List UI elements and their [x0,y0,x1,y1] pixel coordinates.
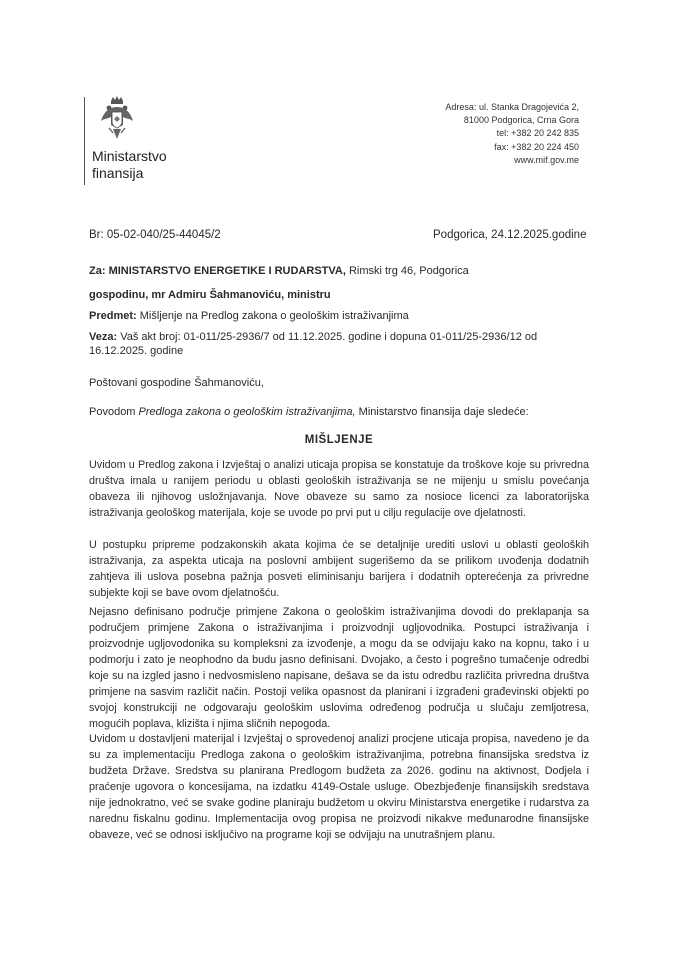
subject-label: Predmet: [89,310,137,322]
body-paragraph-3: Nejasno definisano područje primjene Zakona o geološkim istraživanjima dovodi do preklapanja sa područjem primjene Zakona o istraživanjima i proizvodnji ugljovodnika. Postupci istraživanja i proizvodnje ugljovodonika su kompleksni za izvođenje, a mogu da se odvijaju kako na kopnu, tako i u podmorju i zato je neophodno da budu jasno definisani. Dvojako, a često i pogrešno tumačenje odredbi koje su na izgled jasno i nedvosmisleno napisane, dešava se da istu odredbu različita privredna društva primjene na sasvim različit način. Postoji velika opasnost da planirani i izgrađeni građevinski objekti po svojoj konstrukciji ne odgovaraju geološkim uslovima određenog područja u slučaju zemljotresa, mogućih poplava, klizišta i njima sličnih nepogoda. [89,606,589,730]
recipient-label: Za: [89,265,106,277]
intro-sentence [89,406,529,418]
addressee-line [89,288,589,302]
intro-suffix: Ministarstvo finansija daje sledeće: [355,406,529,418]
document-title: MIŠLJENJE [304,434,374,446]
address-website: www.mif.gov.me [514,154,579,165]
recipient-address: Rimski trg 46, Podgorica [345,265,469,277]
logo-divider [84,97,85,185]
subject-line [89,309,589,323]
recipient-name: MINISTARSTVO ENERGETIKE I RUDARSTVA, [108,265,346,277]
link-text: Vaš akt broj: 01-011/25-2936/7 od 11.12.2025. godine i dopuna 01-011/25-2936/12 od 16.12.2025. godine [89,331,538,357]
link-label: Veza: [89,331,118,343]
intro-emphasis: Predloga zakona o geološkim istraživanjima, [138,406,356,418]
ministry-name [92,148,167,182]
ministry-name-line1: Ministarstvo [92,148,167,164]
montenegro-coat-of-arms-icon [100,95,134,141]
address-street: Adresa: ul. Stanka Dragojevića 2, [445,102,579,112]
subject-text: Mišljenje na Predlog zakona o geološkim istraživanjima [136,310,409,322]
salutation: Poštovani gospodine Šahmanoviću, [89,377,264,389]
address-city: 81000 Podgorica, Crna Gora [463,115,579,126]
letter-date: Podgorica, 24.12.2025.godine [433,229,587,241]
address-fax: fax: +382 20 224 450 [494,141,579,152]
contact-address-block [420,101,579,167]
intro-prefix: Povodom [89,406,139,418]
body-paragraph-4: Uvidom u dostavljeni materijal i Izvještaj o sprovedenoj analizi procjene uticaja propisa, navedeno je da su za implementaciju Predloga zakona o geološkim istraživanjima, potrebna finansijska sredstva iz budžeta Države. Sredstva su planirana Predlogom budžeta za 2026. godinu na aktivnost, Dodjela i praćenje ugovora o koncesijama, na izdatku 4149-Ostale usluge. Obezbjeđenje finansijskih sredstava nije jednokratno, već se svake godine planiraju budžetom u okviru Ministarstva energetike i rudarstva za narednu fiskalnu godinu. Implementacija ovog propisa ne proizvodi nikakve međunarodne finansijske obaveze, već se odnosi isključivo na programe koji se odvijaju na unutrašnjem planu. [89,733,589,841]
ministry-name-line2: finansija [92,165,144,181]
body-paragraph-1: Uvidom u Predlog zakona i Izvještaj o analizi uticaja propisa se konstatuje da troškove koje su privredna društva imala u ranijem periodu u oblasti geoloških istraživanja se ne mijenju u smislu povećanja obaveza ili njihovog usložnjavanja. Nove obaveze su samo za nosioce licenci za laboratorijska istraživanja geološkog materijala, koje se uvode po prvi put u cilju regulacije ove djelatnosti. [89,459,589,519]
reference-link-line [89,330,589,358]
address-phone: tel: +382 20 242 835 [496,128,579,139]
recipient-line [89,264,589,278]
addressee: gospodinu, mr Admiru Šahmanoviću, ministru [89,289,331,301]
reference-number: Br: 05-02-040/25-44045/2 [89,229,221,241]
body-paragraph-2: U postupku pripreme podzakonskih akata kojima će se detaljnije urediti uslovi u oblasti geoloških istraživanja, za aspekta uticaja na poslovni ambijent sugerišemo da se prilikom uvođenja dodatnih zahtjeva ili uslova posebna pažnja posveti eliminisanju barijera i dodatnih opterećenja za privredne subjekte koji se bave ovom djelatnošću. [89,539,589,599]
